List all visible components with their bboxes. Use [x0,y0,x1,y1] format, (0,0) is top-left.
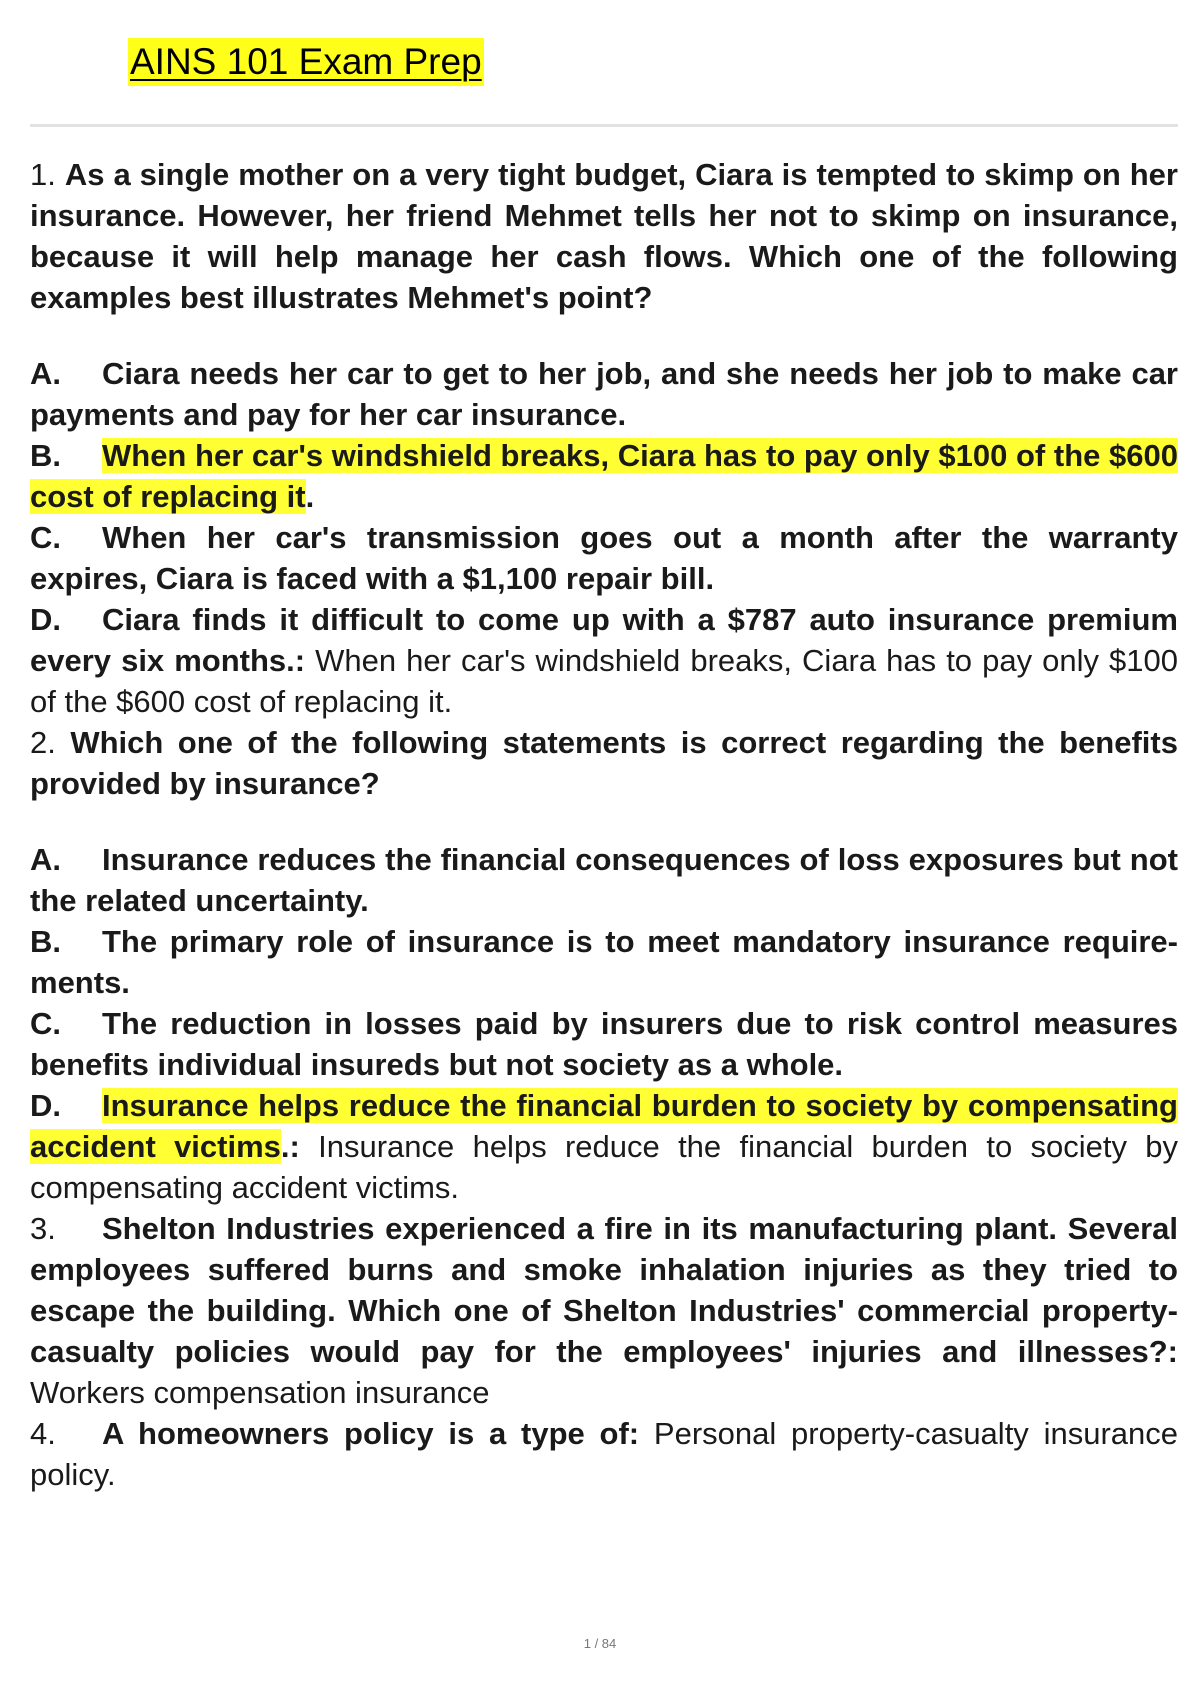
question-3 [30,1208,1178,1413]
spacer [30,318,1178,353]
option-text: The primary role of insurance is to meet mandatory insurance require-ments. [30,924,1178,1000]
option-letter: B. [30,438,61,473]
page-number: 1 / 84 [583,1636,617,1651]
title-divider [30,124,1178,127]
question-number: 3. [30,1211,56,1246]
answer-text: When her car's windshield breaks, Ciara has to pay only $100 of the $600 cost of replacing it. [30,643,1179,719]
question-2 [30,722,1178,804]
question-1 [30,154,1178,318]
q1-option-c [30,517,1178,599]
spacer [30,804,1178,839]
option-letter: D. [30,602,61,637]
answer-text: Insurance helps reduce the financial burden to society by compensating accident victims. [30,1129,1179,1205]
question-number: 4. [30,1416,56,1451]
option-letter: C. [30,520,61,555]
question-text: As a single mother on a very tight budget, Ciara is tempted to skimp on her insurance. However, her friend Mehmet tells her not to skimp on insurance, because it will help manage her cash flows. Which one of the following examples best illustrates Mehmet's point? [30,157,1178,315]
highlighted-answer-text: When her car's windshield breaks, Ciara has to pay only $100 of the $600 cost of replacing it [30,438,1178,514]
option-text: Ciara needs her car to get to her job, and she needs her job to make car payments and pay for her car insurance. [30,356,1178,432]
option-text: Insurance reduces the financial consequences of loss exposures but not the related uncertainty. [30,842,1178,918]
question-4 [30,1413,1178,1495]
option-punctuation: . [305,479,315,514]
option-letter: C. [30,1006,61,1041]
option-letter: A. [30,356,61,391]
q2-option-d [30,1085,1178,1208]
answer-text: Personal property-casualty insurance policy. [30,1416,1178,1492]
option-text: When her car's transmission goes out a month after the warranty expires, Ciara is faced with a $1,100 repair bill. [30,520,1178,596]
option-text: The reduction in losses paid by insurers due to risk control measures benefits individual insureds but not society as a whole. [30,1006,1178,1082]
highlighted-answer-text: Insurance helps reduce the financial burden to society by compensating accident victims [30,1088,1178,1164]
document-content [30,154,1178,1495]
option-letter: D. [30,1088,61,1123]
option-text: Ciara finds it difficult to come up with a $787 auto insurance premium every six months.: [30,602,1178,678]
option-punctuation: .: [280,1129,300,1164]
question-text: A homeowners policy is a type of: [102,1416,640,1451]
answer-text: Workers compensation insurance [30,1375,490,1410]
q2-option-b [30,921,1178,1003]
q1-option-a [30,353,1178,435]
q1-option-b [30,435,1178,517]
q2-option-c [30,1003,1178,1085]
question-text: Shelton Industries experienced a fire in its manufacturing plant. Several employees suffered burns and smoke inhalation injuries as they tried to escape the building. Which one of Shelton Industries' commercial property-casualty policies would pay for the employees' injuries and illnesses?: [30,1211,1178,1369]
option-letter: A. [30,842,61,877]
question-number: 1. [30,157,56,192]
document-title: AINS 101 Exam Prep [128,38,484,86]
question-text: Which one of the following statements is correct regarding the benefits provided by insurance? [30,725,1178,801]
question-number: 2. [30,725,56,760]
option-letter: B. [30,924,61,959]
q2-option-a [30,839,1178,921]
q1-option-d [30,599,1178,722]
